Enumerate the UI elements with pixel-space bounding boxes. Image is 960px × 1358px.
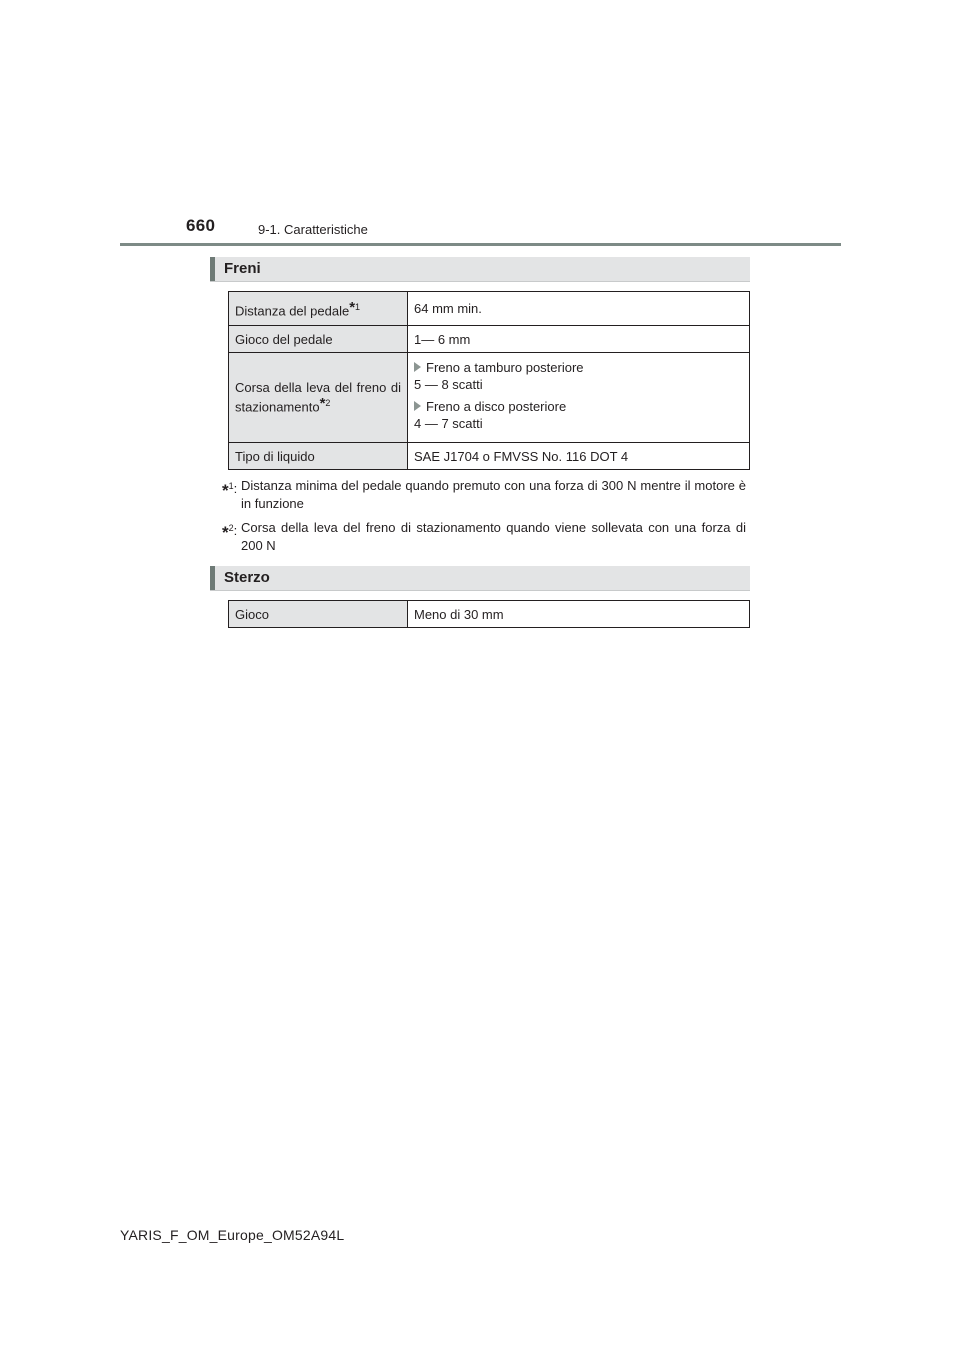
steering-table [228, 600, 750, 628]
document-code: YARIS_F_OM_Europe_OM52A94L [120, 1227, 345, 1243]
footnote-text: Distanza minima del pedale quando premuto con una forza di 300 N mentre il motore è in funzione [241, 478, 746, 511]
footnote-ref [319, 395, 331, 413]
asterisk-icon: * [319, 395, 326, 413]
section-accent-bar [210, 257, 215, 281]
asterisk-icon: * [222, 481, 229, 500]
bullet-item [414, 399, 743, 414]
bullet-heading: Freno a disco posteriore [426, 398, 567, 414]
bullet-value: 4 — 7 scatti [414, 415, 483, 431]
triangle-right-icon [414, 401, 421, 411]
fluid-type-value: SAE J1704 o FMVSS No. 116 DOT 4 [408, 443, 750, 470]
parking-lever-values [408, 353, 750, 443]
asterisk-icon: * [349, 298, 356, 316]
brakes-table [228, 291, 750, 470]
section-title: Freni [224, 260, 261, 277]
steering-play-label: Gioco [229, 601, 408, 628]
pedal-play-value: 1— 6 mm [408, 326, 750, 353]
footnote-1 [222, 477, 746, 513]
section-accent-bar [210, 566, 215, 590]
chapter-title: 9-1. Caratteristiche [258, 222, 368, 237]
steering-play-value: Meno di 30 mm [408, 601, 750, 628]
pedal-distance-value: 64 mm min. [408, 292, 750, 326]
table-row [229, 326, 750, 353]
parking-lever-label-line1: Corsa della leva del freno di [235, 380, 401, 396]
footnote-ref [349, 298, 361, 316]
footnote-text: Corsa della leva del freno di stazionamento quando viene sollevata con una forza di 200 N [241, 520, 746, 553]
footnote-2 [222, 519, 746, 555]
footnote-separator: : [233, 523, 238, 538]
fluid-type-label: Tipo di liquido [229, 443, 408, 470]
page-number: 660 [186, 216, 216, 235]
bullet-value: 5 — 8 scatti [414, 376, 483, 392]
footnote-ref-number: 1 [355, 301, 361, 312]
triangle-right-icon [414, 362, 421, 372]
section-header-brakes [210, 257, 750, 282]
asterisk-icon: * [222, 523, 229, 542]
section-header-steering [210, 566, 750, 591]
parking-lever-label-line2: stazionamento [235, 399, 320, 415]
table-label-cell [229, 353, 408, 443]
table-row [229, 292, 750, 326]
footnote-number: 2 [228, 523, 234, 533]
table-row [229, 443, 750, 470]
pedal-play-label: Gioco del pedale [229, 326, 408, 353]
header-rule [120, 243, 841, 246]
footnote-separator: : [233, 481, 238, 496]
table-row [229, 601, 750, 628]
bullet-item [414, 360, 743, 375]
table-row [229, 353, 750, 443]
footnote-marker [222, 519, 237, 542]
footnote-ref-number: 2 [325, 398, 331, 409]
section-title: Sterzo [224, 569, 270, 586]
pedal-distance-label: Distanza del pedale [235, 303, 350, 319]
footnote-number: 1 [228, 481, 234, 491]
footnote-marker [222, 477, 237, 500]
bullet-heading: Freno a tamburo posteriore [426, 359, 584, 375]
table-label-cell [229, 292, 408, 326]
